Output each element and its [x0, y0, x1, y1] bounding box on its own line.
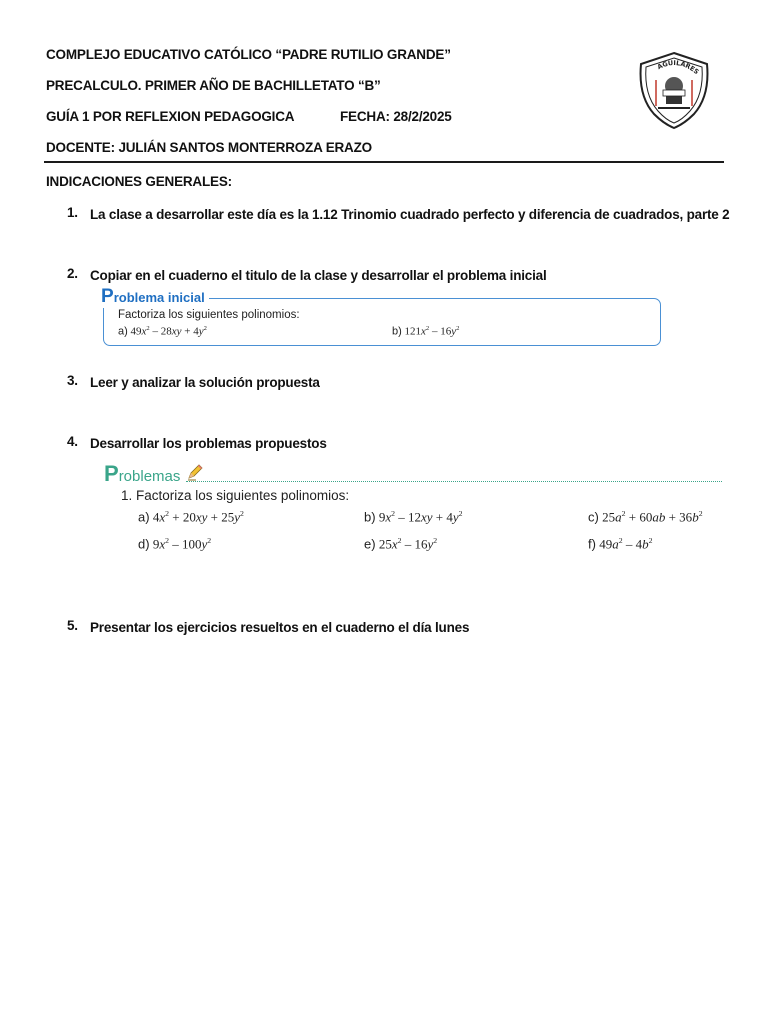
- exercise-f: f) $49a^2 - 4b^2$: [588, 536, 653, 552]
- course-name: PRECALCULO. PRIMER AÑO DE BACHILLETATO “B”: [46, 78, 381, 93]
- instruction-item-5: 5. Presentar los ejercicios resueltos en el cuaderno el día lunes: [67, 618, 470, 635]
- problema-inicial-description: Factoriza los siguientes polinomios:: [118, 309, 300, 321]
- instruction-item-2: 2. Copiar en el cuaderno el titulo de la clase y desarrollar el problema inicial: [67, 266, 547, 283]
- exercise-e: e) $25x^2 - 16y^2$: [364, 536, 438, 552]
- problema-inicial-b: b) $121x^2 - 16y^2$: [392, 325, 460, 338]
- problemas-subtitle: 1. Factoriza los siguientes polinomios:: [121, 488, 350, 503]
- problemas-dotted-rule: [186, 481, 722, 482]
- instructions-heading: INDICACIONES GENERALES:: [46, 174, 232, 189]
- problema-inicial-a: a) $49x^2 - 28xy + 4y^2$: [118, 325, 207, 338]
- svg-text:AGUILARES: AGUILARES: [655, 58, 701, 77]
- exercise-c: c) $25a^2 + 60ab + 36b^2$: [588, 509, 703, 525]
- instruction-item-1: 1. La clase a desarrollar este día es la 1.12 Trinomio cuadrado perfecto y diferencia de cuadrados, parte 2: [67, 205, 730, 222]
- instruction-item-3: 3. Leer y analizar la solución propuesta: [67, 373, 320, 390]
- problemas-title: P roblemas: [104, 461, 181, 486]
- guide-title: GUÍA 1 POR REFLEXION PEDAGOGICA: [46, 109, 295, 124]
- guide-date: FECHA: 28/2/2025: [340, 109, 452, 124]
- teacher-name: DOCENTE: JULIÁN SANTOS MONTERROZA ERAZO: [46, 140, 372, 155]
- instruction-item-4: 4. Desarrollar los problemas propuestos: [67, 434, 327, 451]
- exercise-b: b) $9x^2 - 12xy + 4y^2$: [364, 509, 463, 525]
- problema-inicial-title: P roblema inicial: [101, 286, 209, 308]
- exercise-a: a) $4x^2 + 20xy + 25y^2$: [138, 509, 244, 525]
- pencil-icon: [186, 463, 204, 481]
- school-name: COMPLEJO EDUCATIVO CATÓLICO “PADRE RUTILIO GRANDE”: [46, 47, 451, 62]
- school-seal-logo: [634, 50, 714, 130]
- exercise-d: d) $9x^2 - 100y^2$: [138, 536, 212, 552]
- header-divider: [44, 161, 724, 163]
